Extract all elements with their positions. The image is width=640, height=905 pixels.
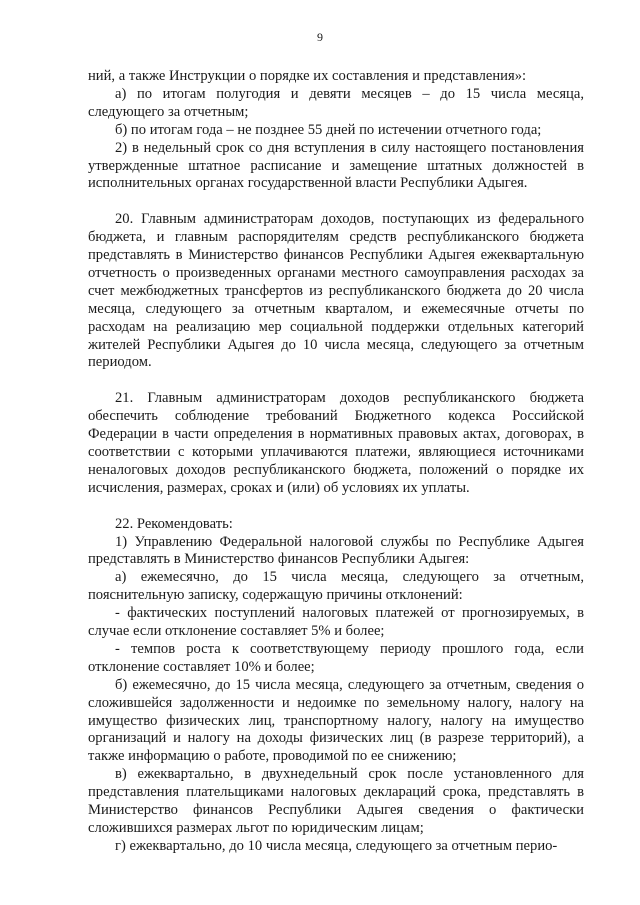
paragraph: ний, а также Инструкции о порядке их составления и представления»: <box>88 68 527 84</box>
paragraph: в) ежеквартально, в двухнедельный срок после установленного для представления плательщиками налоговых деклараций срока, представлять в Министерство финансов Республики Адыгея сведения о фактически сложившихся размерах льгот по юридическим лицам; <box>88 766 584 837</box>
document-body <box>88 68 584 856</box>
section-21-paragraph: 21. Главным администраторам доходов республиканского бюджета обеспечить соблюдение требований Бюджетного кодекса Российской Федерации в части определения в нормативных правовых актах, договорах, в соответствии с которыми уплачиваются платежи, являющиеся источниками неналоговых доходов республиканского бюджета, положений о порядке их исчисления, размерах, сроках и (или) об условиях их уплаты. <box>88 390 584 496</box>
paragraph: г) ежеквартально, до 10 числа месяца, следующего за отчетным перио- <box>115 837 558 854</box>
list-item: - фактических поступлений налоговых платежей от прогнозируемых, в случае если отклонение составляет 5% и более; <box>88 605 584 640</box>
paragraph: а) по итогам полугодия и девяти месяцев – до 15 числа месяца, следующего за отчетным; <box>88 85 584 120</box>
page-number: 9 <box>317 30 323 44</box>
paragraph: 1) Управлению Федеральной налоговой службы по Республике Адыгея представлять в Министерство финансов Республики Адыгея: <box>88 533 584 568</box>
paragraph: а) ежемесячно, до 15 числа месяца, следующего за отчетным, пояснительную записку, содержащую причины отклонений: <box>88 569 584 604</box>
list-item: - темпов роста к соответствующему периоду прошлого года, если отклонение составляет 10% и более; <box>88 640 584 675</box>
paragraph: б) ежемесячно, до 15 числа месяца, следующего за отчетным, сведения о сложившейся задолженности и недоимке по земельному налогу, налогу на имущество физических лиц, транспортному налогу, налогу на имущество организаций и налогу на доходы физических лиц (в разрезе территорий), а также информацию о работе, проводимой по ее снижению; <box>88 676 584 765</box>
paragraph: б) по итогам года – не позднее 55 дней по истечении отчетного года; <box>115 121 542 138</box>
paragraph: 2) в недельный срок со дня вступления в силу настоящего постановления утвержденные штатное расписание и замещение штатных должностей в исполнительных органах государственной власти Республики Адыгея. <box>88 139 584 192</box>
section-22-heading: 22. Рекомендовать: <box>115 515 233 532</box>
section-20-paragraph: 20. Главным администраторам доходов, поступающих из федерального бюджета, и главным распорядителям средств республиканского бюджета представлять в Министерство финансов Республики Адыгея ежеквартальную отчетность о произведенных органами местного самоуправления расходах за счет межбюджетных трансфертов из республиканского бюджета до 20 числа месяца, следующего за отчетным кварталом, и ежемесячные отчеты по расходам на реализацию мер социальной поддержки отдельных категорий жителей Республики Адыгея до 10 числа месяца, следующего за отчетным периодом. <box>88 211 584 371</box>
